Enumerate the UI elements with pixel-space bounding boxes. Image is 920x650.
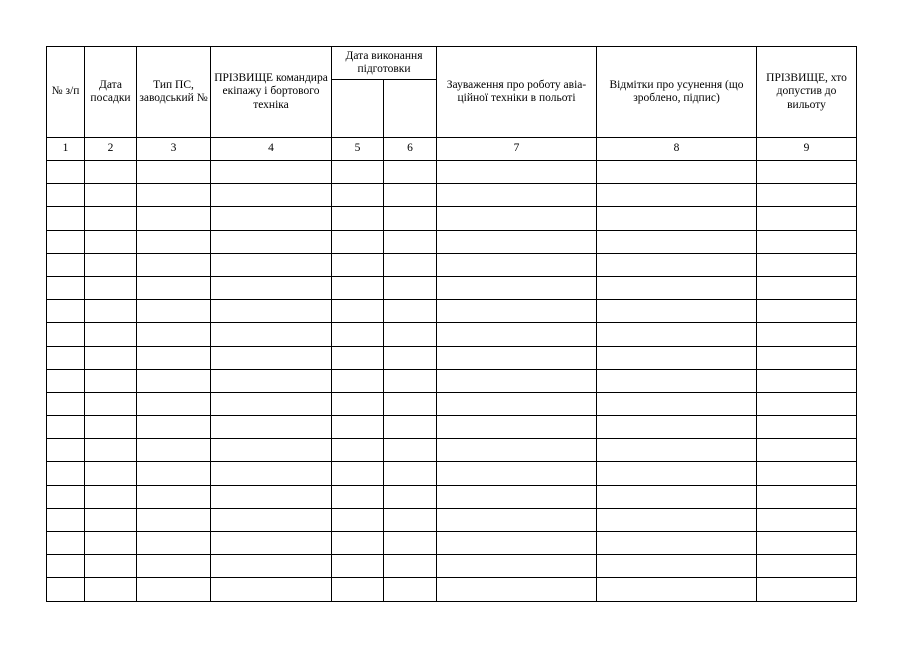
table-cell[interactable] bbox=[47, 253, 85, 276]
table-cell[interactable] bbox=[437, 253, 597, 276]
table-cell[interactable] bbox=[437, 346, 597, 369]
table-cell[interactable] bbox=[85, 392, 137, 415]
table-cell[interactable] bbox=[597, 346, 757, 369]
header-preparation-date: Дата виконання підготовки bbox=[332, 47, 437, 80]
table-cell[interactable] bbox=[137, 346, 211, 369]
table-cell[interactable] bbox=[211, 369, 332, 392]
table-cell[interactable] bbox=[211, 323, 332, 346]
table-cell[interactable] bbox=[85, 184, 137, 207]
table-cell[interactable] bbox=[85, 578, 137, 601]
table-cell[interactable] bbox=[85, 230, 137, 253]
table-cell[interactable] bbox=[137, 392, 211, 415]
table-cell[interactable] bbox=[47, 392, 85, 415]
table-cell[interactable] bbox=[384, 184, 437, 207]
table-cell[interactable] bbox=[384, 416, 437, 439]
table-cell[interactable] bbox=[211, 508, 332, 531]
table-cell[interactable] bbox=[211, 578, 332, 601]
table-cell[interactable] bbox=[757, 346, 857, 369]
table-row bbox=[47, 439, 857, 462]
table-row bbox=[47, 485, 857, 508]
table-cell[interactable] bbox=[211, 392, 332, 415]
table-cell[interactable] bbox=[47, 508, 85, 531]
table-cell[interactable] bbox=[332, 555, 384, 578]
column-number: 2 bbox=[85, 138, 137, 161]
table-cell[interactable] bbox=[757, 392, 857, 415]
table-cell[interactable] bbox=[211, 253, 332, 276]
table-cell[interactable] bbox=[437, 485, 597, 508]
table-cell[interactable] bbox=[437, 207, 597, 230]
table-cell[interactable] bbox=[85, 485, 137, 508]
table-cell[interactable] bbox=[332, 439, 384, 462]
table-cell[interactable] bbox=[332, 508, 384, 531]
column-number-row bbox=[47, 138, 857, 161]
column-number: 9 bbox=[757, 138, 857, 161]
table-cell[interactable] bbox=[437, 578, 597, 601]
table-cell[interactable] bbox=[47, 184, 85, 207]
table-row bbox=[47, 253, 857, 276]
table-cell[interactable] bbox=[332, 253, 384, 276]
table-row bbox=[47, 532, 857, 555]
table-cell[interactable] bbox=[757, 253, 857, 276]
table-cell[interactable] bbox=[437, 462, 597, 485]
table-cell[interactable] bbox=[384, 207, 437, 230]
table-cell[interactable] bbox=[85, 462, 137, 485]
table-cell[interactable] bbox=[332, 578, 384, 601]
table-cell[interactable] bbox=[437, 230, 597, 253]
table-cell[interactable] bbox=[47, 230, 85, 253]
table-cell[interactable] bbox=[85, 346, 137, 369]
table-cell[interactable] bbox=[597, 532, 757, 555]
table-cell[interactable] bbox=[437, 369, 597, 392]
table-cell[interactable] bbox=[332, 346, 384, 369]
table-cell[interactable] bbox=[137, 578, 211, 601]
table-cell[interactable] bbox=[47, 485, 85, 508]
table-cell[interactable] bbox=[384, 346, 437, 369]
table-cell[interactable] bbox=[332, 276, 384, 299]
table-cell[interactable] bbox=[47, 207, 85, 230]
table-cell[interactable] bbox=[332, 230, 384, 253]
table-cell[interactable] bbox=[137, 276, 211, 299]
table-cell[interactable] bbox=[211, 230, 332, 253]
header-row-top bbox=[47, 47, 857, 80]
header-aircraft-type: Тип ПС, заводський № bbox=[137, 47, 211, 138]
flight-log-table bbox=[46, 46, 857, 602]
table-cell[interactable] bbox=[47, 161, 85, 184]
table-cell[interactable] bbox=[757, 532, 857, 555]
header-crew-commander: ПРІЗВИЩЕ командира екіпажу і бортового техніка bbox=[211, 47, 332, 138]
table-cell[interactable] bbox=[85, 300, 137, 323]
table-row bbox=[47, 555, 857, 578]
table-cell[interactable] bbox=[137, 508, 211, 531]
table-cell[interactable] bbox=[85, 369, 137, 392]
table-cell[interactable] bbox=[85, 439, 137, 462]
table-cell[interactable] bbox=[384, 253, 437, 276]
table-cell[interactable] bbox=[137, 300, 211, 323]
table-cell[interactable] bbox=[47, 300, 85, 323]
table-cell[interactable] bbox=[437, 416, 597, 439]
table-cell[interactable] bbox=[437, 184, 597, 207]
table-cell[interactable] bbox=[384, 439, 437, 462]
table-row bbox=[47, 207, 857, 230]
table-row bbox=[47, 184, 857, 207]
table-cell[interactable] bbox=[85, 416, 137, 439]
table-cell[interactable] bbox=[597, 253, 757, 276]
table-cell[interactable] bbox=[597, 439, 757, 462]
table-cell[interactable] bbox=[437, 300, 597, 323]
table-cell[interactable] bbox=[437, 532, 597, 555]
column-number: 8 bbox=[597, 138, 757, 161]
table-cell[interactable] bbox=[47, 578, 85, 601]
table-row bbox=[47, 346, 857, 369]
table-cell[interactable] bbox=[757, 207, 857, 230]
table-cell[interactable] bbox=[211, 555, 332, 578]
table-cell[interactable] bbox=[332, 184, 384, 207]
table-cell[interactable] bbox=[137, 485, 211, 508]
table-row bbox=[47, 392, 857, 415]
table-cell[interactable] bbox=[137, 323, 211, 346]
table-cell[interactable] bbox=[757, 508, 857, 531]
table-cell[interactable] bbox=[85, 207, 137, 230]
table-cell[interactable] bbox=[384, 323, 437, 346]
table-cell[interactable] bbox=[137, 253, 211, 276]
table-cell[interactable] bbox=[757, 369, 857, 392]
table-cell[interactable] bbox=[757, 276, 857, 299]
table-cell[interactable] bbox=[384, 508, 437, 531]
table-cell[interactable] bbox=[757, 439, 857, 462]
table-cell[interactable] bbox=[332, 300, 384, 323]
column-number: 7 bbox=[437, 138, 597, 161]
table-cell[interactable] bbox=[85, 253, 137, 276]
table-cell[interactable] bbox=[47, 439, 85, 462]
table-cell[interactable] bbox=[437, 392, 597, 415]
table-cell[interactable] bbox=[211, 346, 332, 369]
table-cell[interactable] bbox=[597, 508, 757, 531]
table-cell[interactable] bbox=[85, 323, 137, 346]
table-cell[interactable] bbox=[597, 555, 757, 578]
table-cell[interactable] bbox=[211, 276, 332, 299]
table-cell[interactable] bbox=[85, 532, 137, 555]
header-approved-by: ПРІЗВИЩЕ, хто допустив до вильоту bbox=[757, 47, 857, 138]
table-cell[interactable] bbox=[211, 532, 332, 555]
table-cell[interactable] bbox=[757, 323, 857, 346]
table-cell[interactable] bbox=[597, 485, 757, 508]
table-cell[interactable] bbox=[137, 439, 211, 462]
column-number: 4 bbox=[211, 138, 332, 161]
table-cell[interactable] bbox=[437, 161, 597, 184]
table-cell[interactable] bbox=[211, 184, 332, 207]
table-cell[interactable] bbox=[47, 555, 85, 578]
table-cell[interactable] bbox=[47, 532, 85, 555]
log-entries bbox=[47, 161, 857, 602]
table-cell[interactable] bbox=[137, 161, 211, 184]
table-row bbox=[47, 276, 857, 299]
table-row bbox=[47, 161, 857, 184]
table-cell[interactable] bbox=[757, 485, 857, 508]
table-cell[interactable] bbox=[597, 323, 757, 346]
table-row bbox=[47, 508, 857, 531]
table-cell[interactable] bbox=[211, 207, 332, 230]
table-cell[interactable] bbox=[137, 184, 211, 207]
table-cell[interactable] bbox=[384, 532, 437, 555]
table-row bbox=[47, 230, 857, 253]
header-fix-notes: Відмітки про усунення (що зроблено, підпис) bbox=[597, 47, 757, 138]
table-cell[interactable] bbox=[384, 462, 437, 485]
table-cell[interactable] bbox=[85, 276, 137, 299]
table-cell[interactable] bbox=[137, 369, 211, 392]
table-cell[interactable] bbox=[597, 416, 757, 439]
table-cell[interactable] bbox=[384, 392, 437, 415]
table-cell[interactable] bbox=[47, 323, 85, 346]
table-cell[interactable] bbox=[85, 555, 137, 578]
table-row bbox=[47, 416, 857, 439]
table-cell[interactable] bbox=[137, 555, 211, 578]
table-cell[interactable] bbox=[757, 300, 857, 323]
table-cell[interactable] bbox=[437, 555, 597, 578]
table-cell[interactable] bbox=[211, 462, 332, 485]
table-cell[interactable] bbox=[384, 369, 437, 392]
table-row bbox=[47, 369, 857, 392]
column-number: 5 bbox=[332, 138, 384, 161]
table-cell[interactable] bbox=[437, 508, 597, 531]
table-cell[interactable] bbox=[47, 369, 85, 392]
table-cell[interactable] bbox=[85, 161, 137, 184]
table-cell[interactable] bbox=[757, 184, 857, 207]
table-cell[interactable] bbox=[332, 462, 384, 485]
table-cell[interactable] bbox=[384, 161, 437, 184]
table-cell[interactable] bbox=[597, 161, 757, 184]
table-cell[interactable] bbox=[384, 578, 437, 601]
table-cell[interactable] bbox=[137, 462, 211, 485]
table-cell[interactable] bbox=[332, 392, 384, 415]
table-cell[interactable] bbox=[85, 508, 137, 531]
table-cell[interactable] bbox=[597, 578, 757, 601]
table-cell[interactable] bbox=[137, 230, 211, 253]
table-cell[interactable] bbox=[437, 276, 597, 299]
table-cell[interactable] bbox=[597, 300, 757, 323]
header-landing-date: Дата посадки bbox=[85, 47, 137, 138]
table-cell[interactable] bbox=[384, 276, 437, 299]
table-cell[interactable] bbox=[597, 230, 757, 253]
table-cell[interactable] bbox=[757, 578, 857, 601]
table-cell[interactable] bbox=[437, 323, 597, 346]
table-cell[interactable] bbox=[211, 439, 332, 462]
table-cell[interactable] bbox=[384, 555, 437, 578]
table-cell[interactable] bbox=[332, 416, 384, 439]
table-cell[interactable] bbox=[332, 485, 384, 508]
table-cell[interactable] bbox=[137, 416, 211, 439]
header-remarks: Зауваження про роботу авіа-ційної техніки в польоті bbox=[437, 47, 597, 138]
table-cell[interactable] bbox=[332, 532, 384, 555]
table-cell[interactable] bbox=[332, 161, 384, 184]
table-cell[interactable] bbox=[757, 416, 857, 439]
table-row bbox=[47, 462, 857, 485]
header-preparation-sub-2 bbox=[384, 80, 437, 138]
table-cell[interactable] bbox=[332, 323, 384, 346]
table-cell[interactable] bbox=[597, 369, 757, 392]
table-cell[interactable] bbox=[332, 369, 384, 392]
table-row bbox=[47, 578, 857, 601]
table-cell[interactable] bbox=[47, 346, 85, 369]
table-cell[interactable] bbox=[384, 300, 437, 323]
table-row bbox=[47, 300, 857, 323]
table-cell[interactable] bbox=[137, 207, 211, 230]
header-preparation-sub-1 bbox=[332, 80, 384, 138]
header-row-number: № з/п bbox=[47, 47, 85, 138]
table-cell[interactable] bbox=[757, 230, 857, 253]
table-cell[interactable] bbox=[597, 207, 757, 230]
column-number: 3 bbox=[137, 138, 211, 161]
table-cell[interactable] bbox=[332, 207, 384, 230]
table-cell[interactable] bbox=[384, 485, 437, 508]
table-cell[interactable] bbox=[757, 462, 857, 485]
table-cell[interactable] bbox=[137, 532, 211, 555]
table-cell[interactable] bbox=[47, 416, 85, 439]
table-row bbox=[47, 323, 857, 346]
column-number: 6 bbox=[384, 138, 437, 161]
table-cell[interactable] bbox=[757, 161, 857, 184]
table-cell[interactable] bbox=[757, 555, 857, 578]
table-cell[interactable] bbox=[597, 392, 757, 415]
table-cell[interactable] bbox=[597, 184, 757, 207]
table-cell[interactable] bbox=[211, 300, 332, 323]
table-cell[interactable] bbox=[384, 230, 437, 253]
table-cell[interactable] bbox=[47, 462, 85, 485]
table-cell[interactable] bbox=[437, 439, 597, 462]
column-number: 1 bbox=[47, 138, 85, 161]
table-cell[interactable] bbox=[597, 276, 757, 299]
table-cell[interactable] bbox=[211, 485, 332, 508]
table-cell[interactable] bbox=[47, 276, 85, 299]
table-cell[interactable] bbox=[211, 416, 332, 439]
table-cell[interactable] bbox=[211, 161, 332, 184]
table-cell[interactable] bbox=[597, 462, 757, 485]
